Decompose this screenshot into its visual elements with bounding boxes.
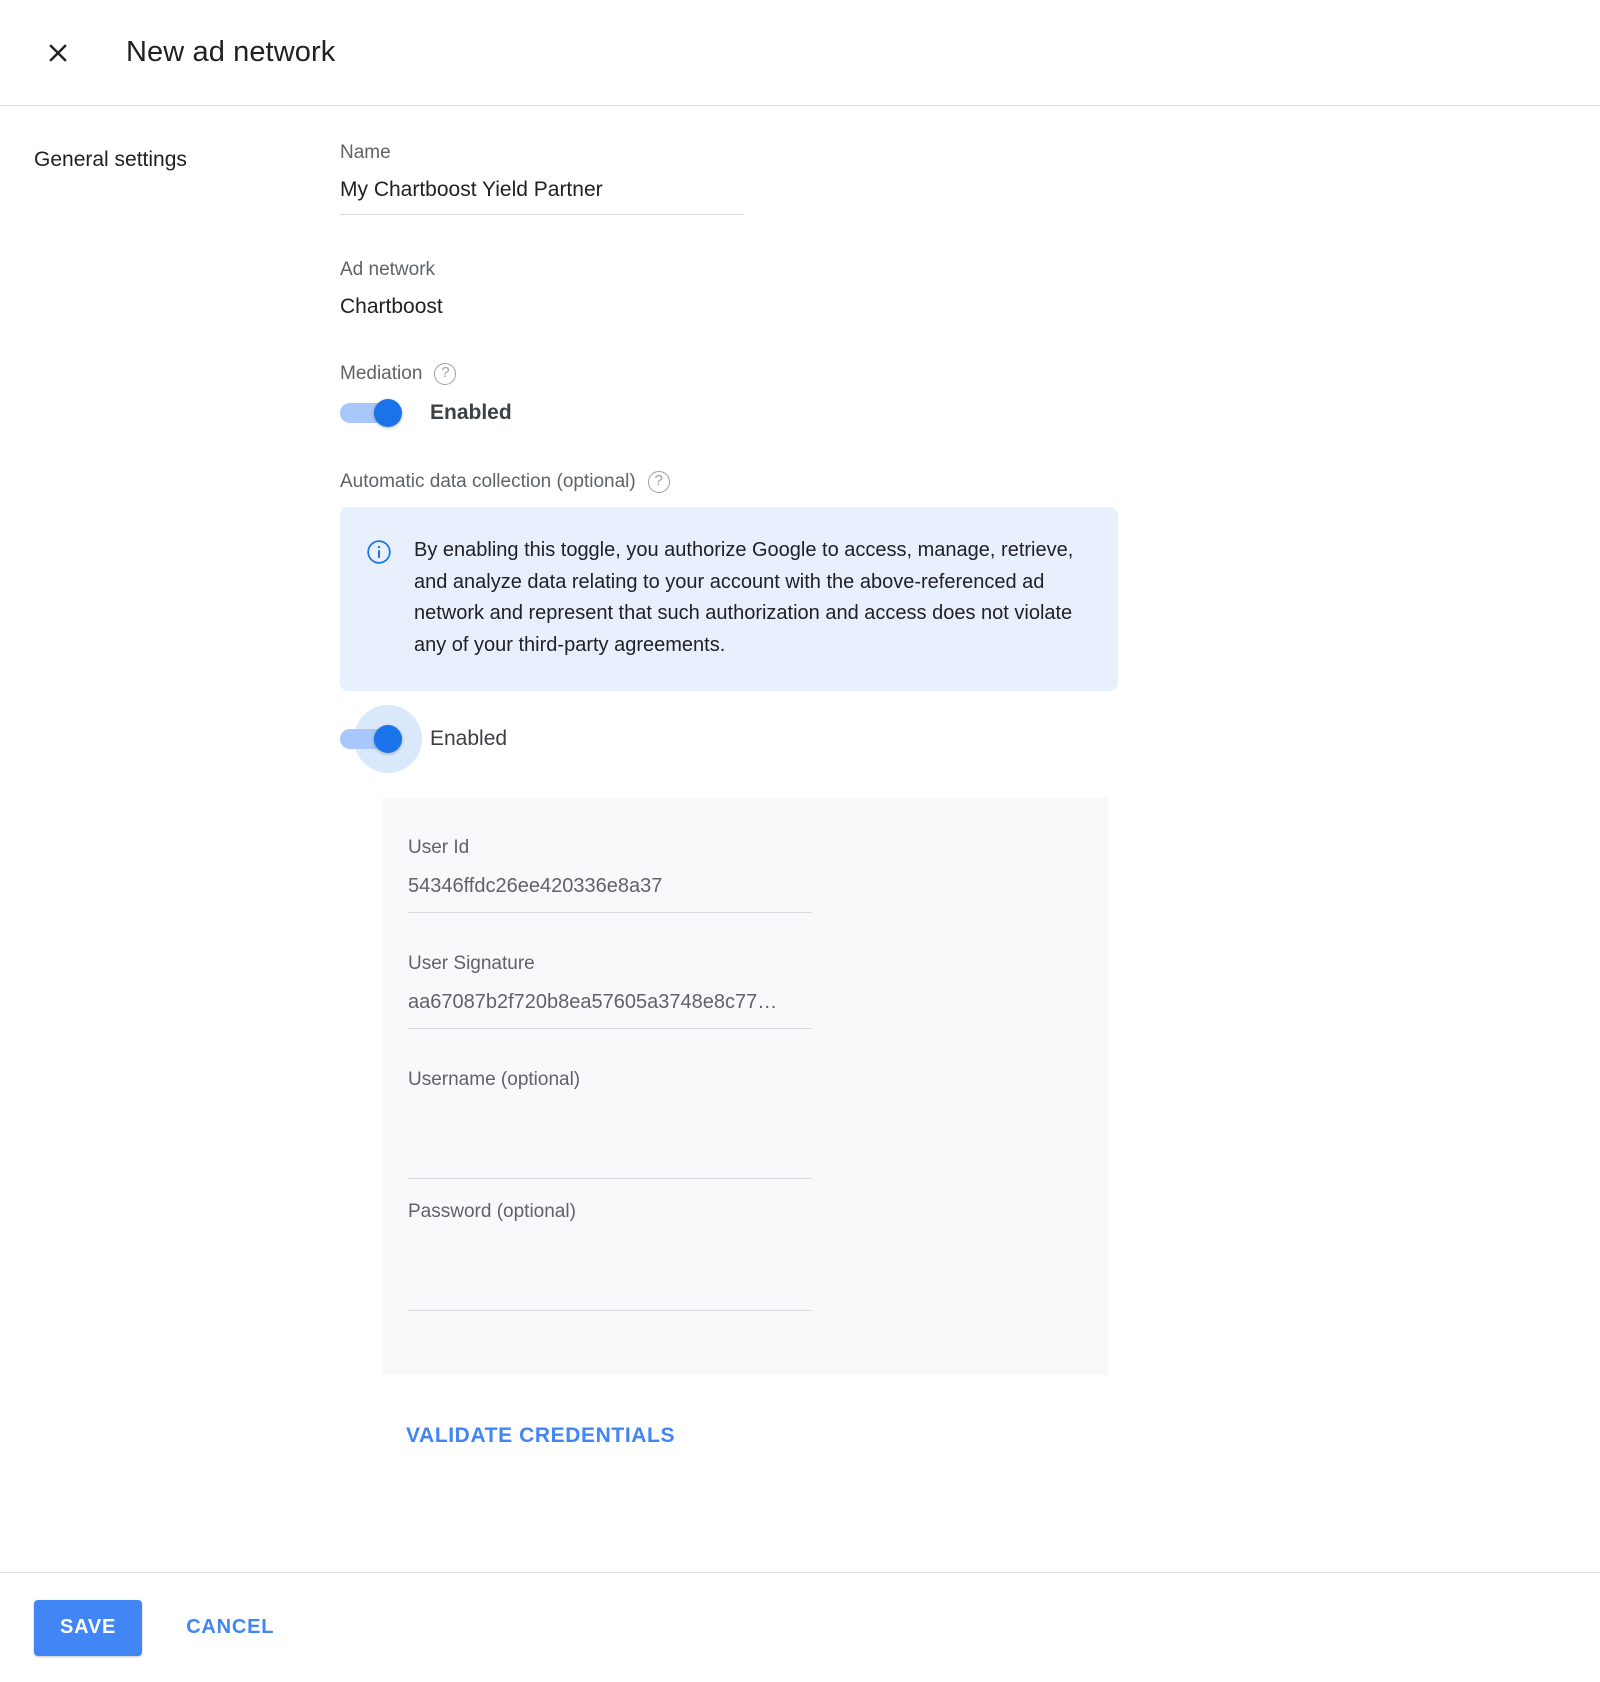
- info-icon: [366, 539, 392, 565]
- field-password: [408, 1201, 1108, 1311]
- username-label: Username (optional): [408, 1069, 581, 1091]
- close-button[interactable]: [34, 29, 82, 77]
- ad-network-value: Chartboost: [340, 295, 443, 318]
- help-icon[interactable]: ?: [434, 363, 456, 385]
- save-button[interactable]: SAVE: [34, 1600, 142, 1656]
- close-icon: [43, 38, 73, 68]
- field-ad-network: [340, 259, 1560, 319]
- password-input[interactable]: [408, 1239, 812, 1311]
- user-signature-label: User Signature: [408, 953, 535, 975]
- name-label: Name: [340, 142, 391, 163]
- section-title-general-settings: General settings: [34, 148, 187, 171]
- authorization-info-box: [340, 507, 1118, 691]
- credentials-panel: [382, 797, 1108, 1375]
- password-label: Password (optional): [408, 1201, 576, 1223]
- user-id-input[interactable]: [408, 875, 812, 913]
- toggle-knob: [374, 399, 402, 427]
- page-title: New ad network: [126, 36, 336, 68]
- mediation-toggle-state: Enabled: [430, 401, 512, 424]
- auto-data-label-row: [340, 471, 1560, 493]
- user-signature-input[interactable]: [408, 991, 812, 1029]
- automatic-data-collection-toggle[interactable]: [340, 725, 408, 753]
- auto-data-toggle-state: Enabled: [430, 727, 508, 751]
- cancel-button[interactable]: CANCEL: [176, 1616, 284, 1639]
- validate-credentials-button[interactable]: VALIDATE CREDENTIALS: [400, 1423, 681, 1449]
- field-username: [408, 1069, 1108, 1179]
- user-id-label: User Id: [408, 837, 470, 859]
- help-icon[interactable]: ?: [648, 471, 670, 493]
- auto-data-toggle-row: [340, 725, 1560, 753]
- field-user-signature: [408, 953, 1108, 1029]
- mediation-toggle-row: [340, 399, 1560, 427]
- field-name: [340, 142, 1560, 215]
- username-input[interactable]: [408, 1107, 812, 1179]
- name-input[interactable]: [340, 178, 744, 215]
- mediation-toggle[interactable]: [340, 399, 408, 427]
- form-fields: [340, 142, 1600, 1516]
- authorization-info-text: By enabling this toggle, you authorize Google to access, manage, retrieve, and analyze data relating to your account with the above-referenced ad network and represent that such authorization and access does not violate any of your third-party agreements.: [414, 539, 1074, 656]
- dialog-header: [0, 0, 1600, 106]
- dialog-footer: [0, 1572, 1600, 1682]
- field-automatic-data-collection: [340, 471, 1560, 753]
- auto-data-label: Automatic data collection (optional): [340, 471, 636, 492]
- mediation-label-row: [340, 363, 1560, 385]
- ad-network-label: Ad network: [340, 259, 436, 280]
- dialog-body: [0, 106, 1600, 1516]
- field-mediation: [340, 363, 1560, 427]
- mediation-label: Mediation: [340, 363, 423, 384]
- field-user-id: [408, 837, 1108, 913]
